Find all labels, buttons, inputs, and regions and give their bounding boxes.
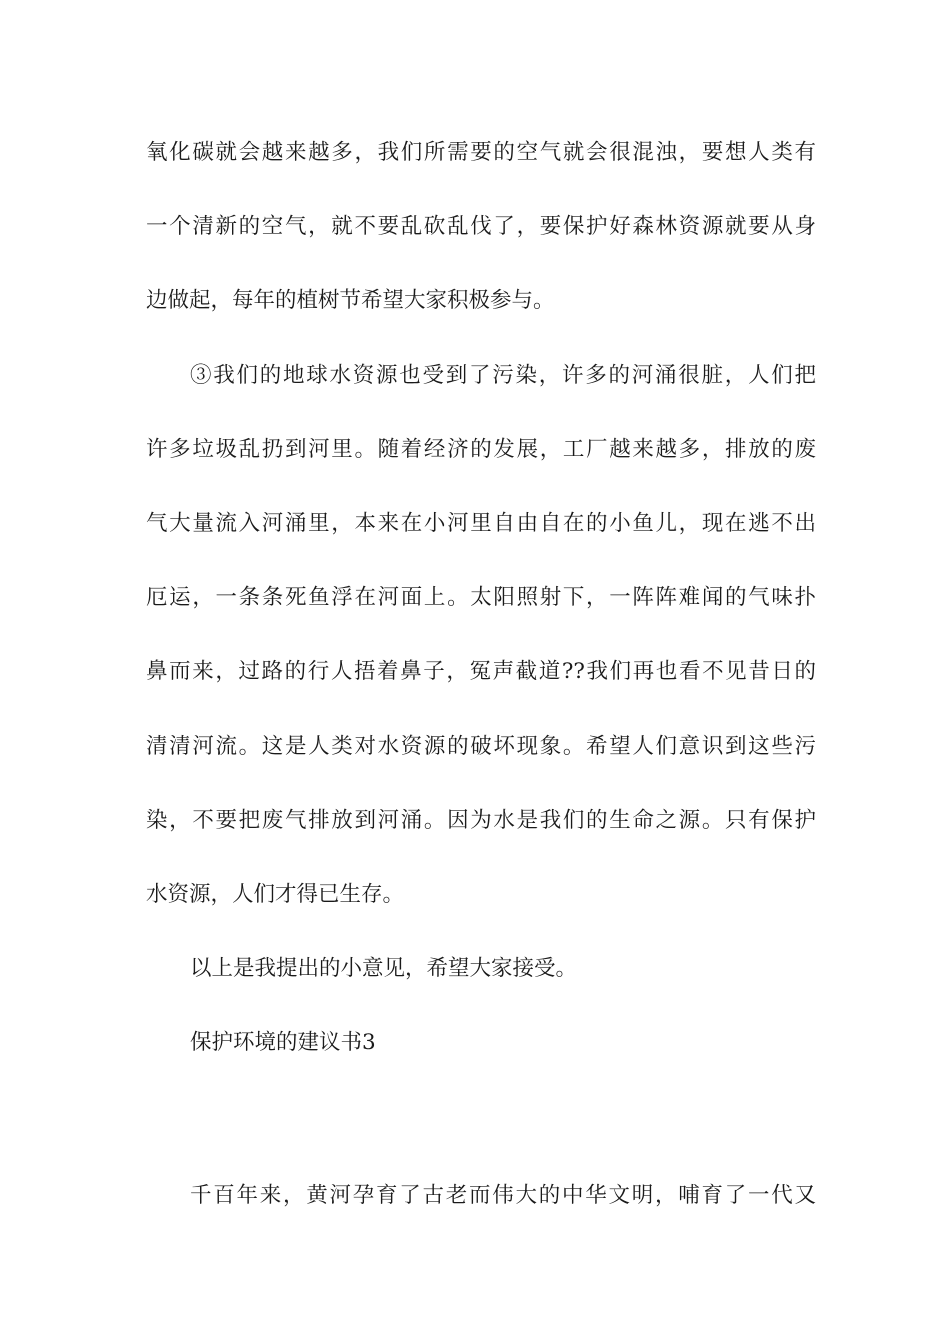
paragraph-line: 以上是我提出的小意见，希望大家接受。 — [190, 956, 578, 981]
paragraph-line: 边做起，每年的植树节希望大家积极参与。 — [146, 288, 555, 313]
paragraph-line: 一个清新的空气，就不要乱砍乱伐了，要保护好森林资源就要从身 — [146, 214, 816, 239]
paragraph-line: 气大量流入河涌里，本来在小河里自由自在的小鱼儿，现在逃不出 — [146, 511, 816, 536]
paragraph-line: 千百年来，黄河孕育了古老而伟大的中华文明，哺育了一代又 — [190, 1183, 816, 1208]
paragraph-line: 染，不要把废气排放到河涌。因为水是我们的生命之源。只有保护 — [146, 808, 816, 833]
paragraph-line: 鼻而来，过路的行人捂着鼻子，冤声截道??我们再也看不见昔日的 — [146, 659, 816, 684]
paragraph-line: 氧化碳就会越来越多，我们所需要的空气就会很混浊，要想人类有 — [146, 140, 816, 165]
paragraph-line: 清清河流。这是人类对水资源的破坏现象。希望人们意识到这些污 — [146, 734, 816, 759]
paragraph-line: 许多垃圾乱扔到河里。随着经济的发展，工厂越来越多，排放的废 — [146, 437, 816, 462]
section-title: 保护环境的建议书3 — [190, 1030, 376, 1055]
paragraph-line: 厄运，一条条死鱼浮在河面上。太阳照射下，一阵阵难闻的气味扑 — [146, 585, 816, 610]
paragraph-line: ③我们的地球水资源也受到了污染，许多的河涌很脏，人们把 — [190, 363, 816, 388]
paragraph-line: 水资源，人们才得已生存。 — [146, 882, 405, 907]
